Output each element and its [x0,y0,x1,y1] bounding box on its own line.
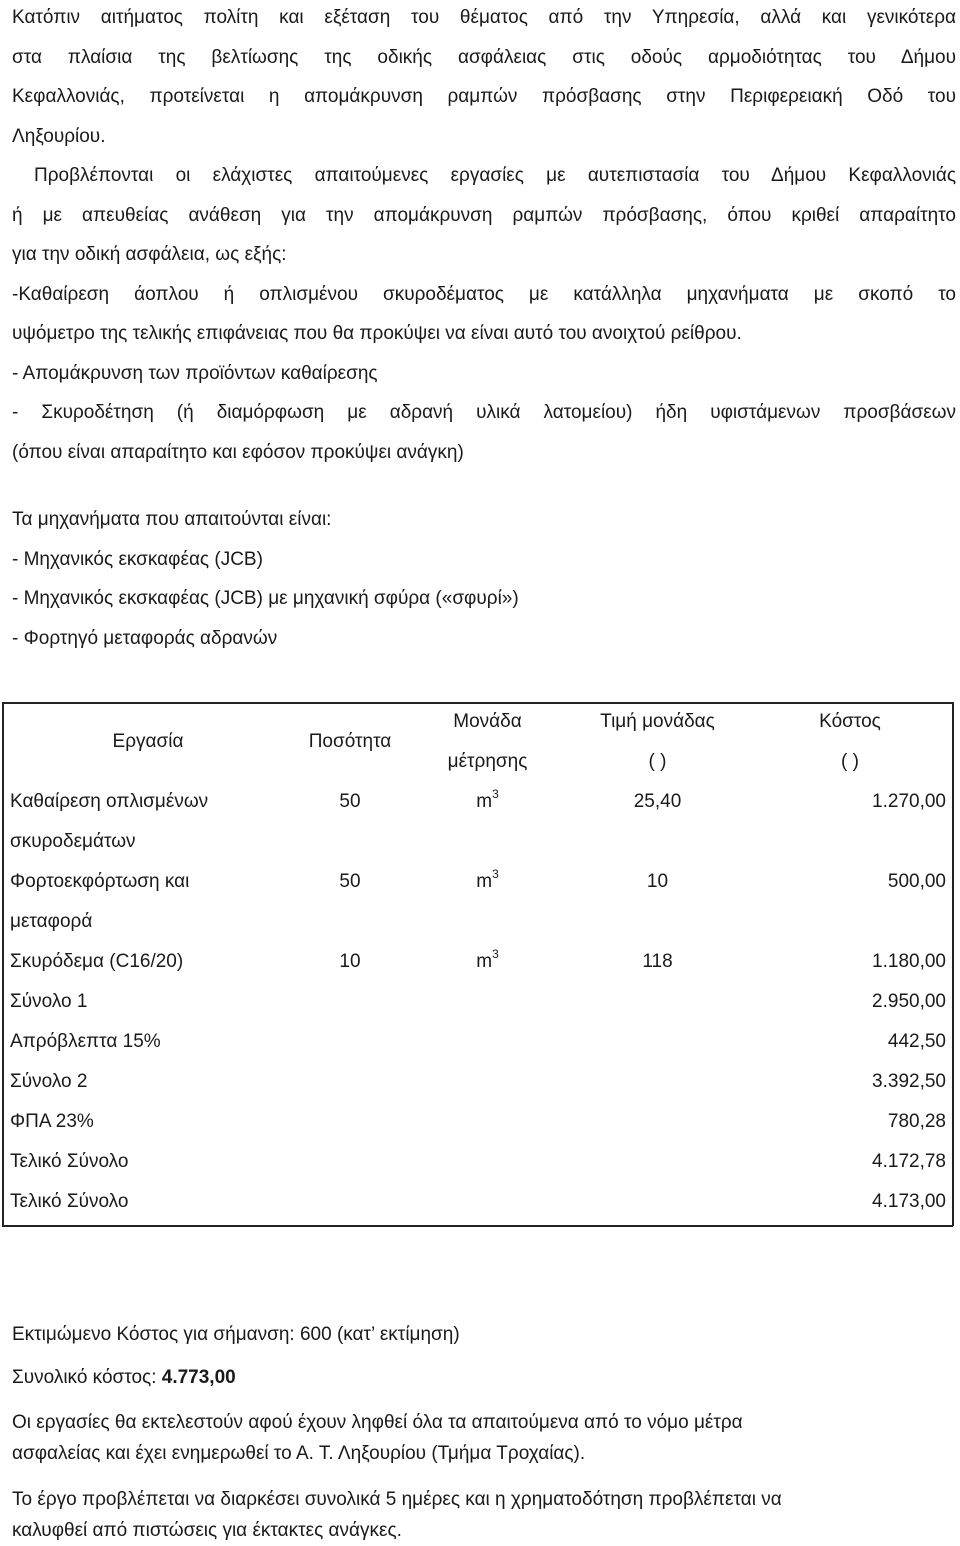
row-work: Φορτοεκφόρτωση και μεταφορά [10,871,190,932]
total-label: Σύνολο 2 [10,1071,88,1092]
table-row [2,862,954,942]
total-label: Τελικό Σύνολο [10,1191,129,1212]
intro-line: στα πλαίσια της βελτίωσης της οδικής ασφάλειας στις οδούς αρμοδιότητας του Δήμου [12,46,956,68]
intro-line: Προβλέπονται οι ελάχιστες απαιτούμενες εργασίες με αυτεπιστασία του Δήμου Κεφαλλονιάς [34,165,956,186]
machine-item: - Μηχανικός εκσκαφέας (JCB) με μηχανική σφύρα («σφυρί») [12,588,519,609]
intro-line: Κεφαλλονιάς, προτείνεται η απομάκρυνση ραμπών πρόσβασης στην Περιφερειακή Οδό του [12,86,956,107]
header-price: Τιμή μονάδας ( ) [600,711,715,772]
total-value: 442,50 [887,1031,946,1052]
header-work: Εργασία [112,731,184,752]
total-value: 780,28 [887,1111,946,1132]
row-cost: 1.270,00 [872,791,946,812]
intro-line: - Σκυροδέτηση (ή διαμόρφωση με αδρανή υλικά λατομείου) ήδη υφιστάμενων προσβάσεων [12,402,956,423]
total-cost: Συνολικό κόστος: 4.773,00 [12,1367,236,1388]
intro-line: υψόμετρο της τελικής επιφάνειας που θα προκύψει να είναι αυτό του ανοιχτού ρείθρου. [12,323,742,344]
duration-note: Το έργο προβλέπεται να διαρκέσει συνολικά 5 ημέρες και η χρηματοδότηση προβλέπεται να καλυφθεί από πιστώσεις για έκτακτες ανάγκες. [12,1489,782,1541]
intro-line: (όπου είναι απαραίτητο και εφόσον προκύψει ανάγκη) [12,441,464,463]
total-label: Τελικό Σύνολο [10,1151,129,1172]
header-unit: Μονάδα μέτρησης [447,711,528,772]
total-row [2,1102,954,1142]
row-work: Καθαίρεση οπλισμένων σκυροδεμάτων [10,791,209,852]
intro-line: για την οδική ασφάλεια, ως εξής: [12,244,287,265]
table-border-top [2,702,953,704]
total-label: ΦΠΑ 23% [10,1111,94,1132]
row-unit: $m^3$ [476,786,499,812]
table-border-bottom [2,1225,953,1227]
total-row [2,1142,954,1182]
intro-line: Κατόπιν αιτήματος πολίτη και εξέταση του θέματος από την Υπηρεσία, αλλά και γενικότερα [12,7,956,28]
header-cost: Κόστος ( ) [819,711,881,772]
row-cost: 500,00 [887,871,946,892]
row-price: 118 [642,951,673,972]
total-value: 3.392,50 [872,1071,946,1092]
total-cost-value: 4.773,00 [161,1367,236,1388]
row-unit: $m^3$ [476,866,499,892]
total-value: 4.172,78 [872,1151,946,1172]
header-cost-currency: ( ) [841,751,859,772]
table-border-left [2,702,4,1226]
row-cost: 1.180,00 [872,951,946,972]
row-unit: $m^3$ [476,946,499,972]
intro-line: -Καθαίρεση άοπλου ή οπλισμένου σκυροδέματος με κατάλληλα μηχανήματα με σκοπό το [12,283,956,305]
row-qty: 50 [339,871,361,892]
total-value: 2.950,00 [872,991,946,1012]
row-price: 10 [646,871,669,892]
table-border-right [952,702,954,1226]
machines-heading: Τα μηχανήματα που απαιτούνται είναι: [12,509,332,530]
header-price-currency: ( ) [648,751,667,772]
row-qty: 10 [339,951,361,972]
total-label: Απρόβλεπτα 15% [10,1031,161,1052]
row-qty: 50 [339,791,361,812]
total-row [2,1062,954,1102]
cost-table [2,702,954,1222]
intro-line: - Απομάκρυνση των προϊόντων καθαίρεσης [12,362,378,384]
works-note: Οι εργασίες θα εκτελεστούν αφού έχουν ληφθεί όλα τα απαιτούμενα από το νόμο μέτρα ασφαλείας και έχει ενημερωθεί το Α. Τ. Ληξουρίου (Τμήμα Τροχαίας). [12,1412,743,1464]
table-row [2,782,954,862]
intro-paragraph [12,0,956,472]
machines-list [12,500,956,658]
machine-item: - Φορτηγό μεταφοράς αδρανών [12,627,278,649]
signage-cost: Εκτιμώμενο Κόστος για σήμανση: 600 (κατ’ εκτίμηση) [12,1324,460,1345]
total-row [2,1182,954,1222]
intro-line: ή με απευθείας ανάθεση για την απομάκρυνση ραμπών πρόσβασης, όπου κριθεί απαραίτητο [12,204,956,226]
total-value: 4.173,00 [872,1191,946,1212]
table-header-row [2,702,954,782]
machine-item: - Μηχανικός εκσκαφέας (JCB) [12,548,263,570]
total-label: Σύνολο 1 [10,991,88,1012]
row-work: Σκυρόδεμα (C16/20) [10,951,184,972]
table-row [2,942,954,982]
total-row [2,982,954,1022]
intro-line: Ληξουρίου. [12,125,106,147]
row-price: 25,40 [633,791,682,812]
total-row [2,1022,954,1062]
header-qty: Ποσότητα [308,731,392,752]
